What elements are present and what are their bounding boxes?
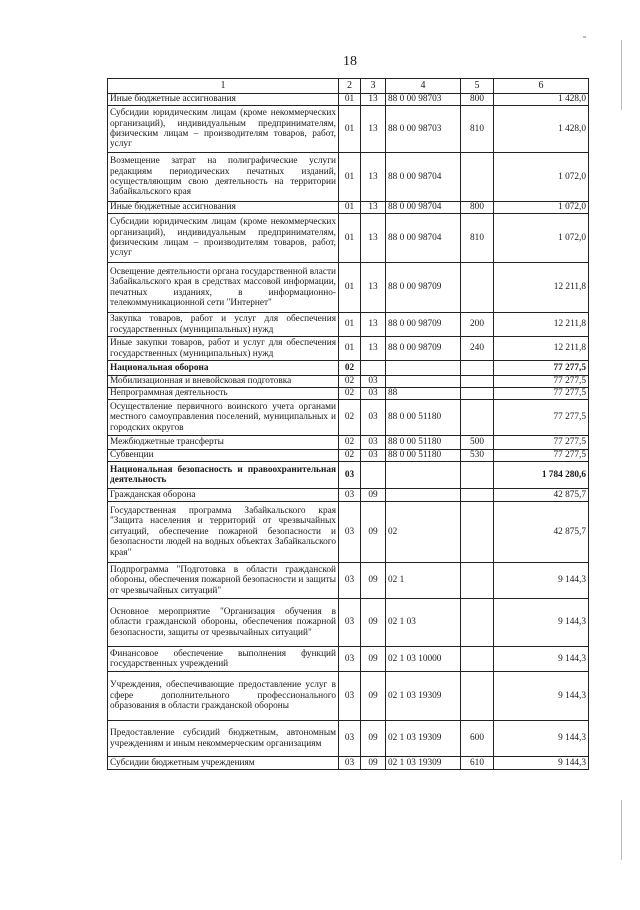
table-row — [108, 376, 589, 388]
row-target-article-code: 88 0 00 98703 — [386, 94, 461, 106]
row-description: Субсидии бюджетным учреждениям — [108, 757, 339, 770]
row-description: Национальная оборона — [108, 361, 339, 376]
table-row — [108, 721, 589, 757]
scan-artifact — [583, 36, 586, 38]
row-subsection-code: 09 — [361, 757, 386, 770]
row-section-code: 01 — [339, 153, 361, 202]
table-row — [108, 502, 589, 563]
row-section-code: 01 — [339, 214, 361, 263]
row-subsection-code: 13 — [361, 313, 386, 337]
row-section-code: 03 — [339, 599, 361, 647]
row-target-article-code: 88 0 00 51180 — [386, 400, 461, 436]
row-description: Иные бюджетные ассигнования — [108, 94, 339, 106]
column-header-1: 1 — [108, 79, 339, 94]
budget-table — [107, 78, 589, 770]
row-section-code: 03 — [339, 672, 361, 721]
table-row — [108, 214, 589, 263]
row-section-code: 03 — [339, 489, 361, 502]
row-description: Осуществление первичного воинского учета органами местного самоуправления поселений, муниципальных и городских округов — [108, 400, 339, 436]
row-target-article-code — [386, 462, 461, 489]
row-amount: 9 144,3 — [494, 599, 589, 647]
table-row — [108, 599, 589, 647]
row-expense-type-code — [461, 672, 494, 721]
row-target-article-code: 02 1 03 — [386, 599, 461, 647]
row-subsection-code: 09 — [361, 489, 386, 502]
row-section-code: 01 — [339, 263, 361, 313]
row-description: Государственная программа Забайкальского края "Защита населения и территорий от чрезвычайных ситуаций, обеспечение пожарной безопасности и безопасности людей на водных объектах Забайкальского края" — [108, 502, 339, 563]
row-expense-type-code — [461, 462, 494, 489]
table-row — [108, 647, 589, 672]
row-expense-type-code — [461, 376, 494, 388]
table-header-row — [108, 79, 589, 94]
row-description: Иные бюджетные ассигнования — [108, 202, 339, 214]
row-amount: 1 072,0 — [494, 202, 589, 214]
table-row — [108, 153, 589, 202]
row-section-code: 01 — [339, 94, 361, 106]
row-description: Подпрограмма "Подготовка в области гражданской обороны, обеспечения пожарной безопасности и защиты от чрезвычайных ситуаций" — [108, 563, 339, 599]
row-amount: 77 277,5 — [494, 436, 589, 450]
column-header-4: 4 — [386, 79, 461, 94]
row-section-code: 03 — [339, 462, 361, 489]
row-section-code: 01 — [339, 106, 361, 153]
row-target-article-code: 88 0 00 98704 — [386, 202, 461, 214]
row-expense-type-code: 810 — [461, 106, 494, 153]
row-section-code: 03 — [339, 757, 361, 770]
table-row — [108, 436, 589, 450]
row-expense-type-code: 800 — [461, 202, 494, 214]
row-expense-type-code: 800 — [461, 94, 494, 106]
row-subsection-code: 09 — [361, 563, 386, 599]
row-section-code: 02 — [339, 400, 361, 436]
row-expense-type-code — [461, 361, 494, 376]
row-target-article-code: 88 0 00 98709 — [386, 263, 461, 313]
row-description: Финансовое обеспечение выполнения функций государственных учреждений — [108, 647, 339, 672]
row-subsection-code: 03 — [361, 400, 386, 436]
table-row — [108, 106, 589, 153]
table-row — [108, 672, 589, 721]
row-subsection-code: 13 — [361, 337, 386, 361]
row-expense-type-code: 530 — [461, 450, 494, 462]
row-subsection-code: 09 — [361, 672, 386, 721]
table-row — [108, 462, 589, 489]
table-row — [108, 263, 589, 313]
row-section-code: 01 — [339, 202, 361, 214]
row-expense-type-code — [461, 599, 494, 647]
row-target-article-code: 88 0 00 98704 — [386, 153, 461, 202]
table-row — [108, 388, 589, 400]
row-target-article-code: 88 0 00 98704 — [386, 214, 461, 263]
row-section-code: 03 — [339, 721, 361, 757]
row-section-code: 03 — [339, 563, 361, 599]
row-target-article-code — [386, 376, 461, 388]
row-description: Межбюджетные трансферты — [108, 436, 339, 450]
row-expense-type-code — [461, 388, 494, 400]
row-target-article-code: 02 1 03 19309 — [386, 721, 461, 757]
row-subsection-code: 13 — [361, 202, 386, 214]
row-section-code: 01 — [339, 337, 361, 361]
row-amount: 77 277,5 — [494, 376, 589, 388]
row-section-code: 02 — [339, 376, 361, 388]
row-expense-type-code — [461, 647, 494, 672]
table-row — [108, 313, 589, 337]
column-header-3: 3 — [361, 79, 386, 94]
row-subsection-code: 03 — [361, 436, 386, 450]
column-header-6: 6 — [494, 79, 589, 94]
row-expense-type-code: 500 — [461, 436, 494, 450]
row-amount: 12 211,8 — [494, 313, 589, 337]
row-subsection-code: 03 — [361, 388, 386, 400]
row-amount: 1 072,0 — [494, 153, 589, 202]
row-amount: 77 277,5 — [494, 450, 589, 462]
row-expense-type-code: 200 — [461, 313, 494, 337]
row-subsection-code: 13 — [361, 153, 386, 202]
row-expense-type-code — [461, 502, 494, 563]
row-expense-type-code — [461, 153, 494, 202]
row-section-code: 02 — [339, 436, 361, 450]
row-target-article-code: 02 1 03 19309 — [386, 672, 461, 721]
row-expense-type-code: 810 — [461, 214, 494, 263]
row-amount: 77 277,5 — [494, 361, 589, 376]
row-section-code: 02 — [339, 450, 361, 462]
row-subsection-code: 09 — [361, 502, 386, 563]
row-amount: 1 428,0 — [494, 106, 589, 153]
column-header-5: 5 — [461, 79, 494, 94]
table-row — [108, 400, 589, 436]
row-amount: 9 144,3 — [494, 563, 589, 599]
row-target-article-code — [386, 489, 461, 502]
row-description: Освещение деятельности органа государственной власти Забайкальского края в средствах массовой информации, печатных изданиях, в информационно-телекоммуникационной сети "Интернет" — [108, 263, 339, 313]
row-subsection-code: 09 — [361, 647, 386, 672]
row-subsection-code — [361, 361, 386, 376]
row-description: Непрограммная деятельность — [108, 388, 339, 400]
row-description: Учреждения, обеспечивающие предоставление услуг в сфере дополнительного профессионального образования в области гражданской обороны — [108, 672, 339, 721]
row-subsection-code: 03 — [361, 376, 386, 388]
row-target-article-code: 88 0 00 98709 — [386, 313, 461, 337]
row-subsection-code: 09 — [361, 721, 386, 757]
row-description: Предоставление субсидий бюджетным, автономным учреждениям и иным некоммерческим организациям — [108, 721, 339, 757]
row-description: Гражданская оборона — [108, 489, 339, 502]
row-target-article-code: 02 1 — [386, 563, 461, 599]
row-amount: 9 144,3 — [494, 647, 589, 672]
row-subsection-code: 13 — [361, 94, 386, 106]
table-row — [108, 450, 589, 462]
row-section-code: 03 — [339, 647, 361, 672]
row-amount: 9 144,3 — [494, 672, 589, 721]
table-row — [108, 202, 589, 214]
column-header-2: 2 — [339, 79, 361, 94]
table-row — [108, 757, 589, 770]
row-subsection-code: 13 — [361, 214, 386, 263]
row-target-article-code — [386, 361, 461, 376]
row-amount: 9 144,3 — [494, 757, 589, 770]
page-number: 18 — [343, 54, 357, 69]
scan-artifact — [621, 800, 622, 860]
row-description: Закупка товаров, работ и услуг для обеспечения государственных (муниципальных) нужд — [108, 313, 339, 337]
row-target-article-code: 88 — [386, 388, 461, 400]
table-row — [108, 563, 589, 599]
row-description: Иные закупки товаров, работ и услуг для обеспечения государственных (муниципальных) нужд — [108, 337, 339, 361]
row-subsection-code — [361, 462, 386, 489]
row-expense-type-code — [461, 563, 494, 599]
row-expense-type-code: 600 — [461, 721, 494, 757]
table-row — [108, 337, 589, 361]
row-subsection-code: 13 — [361, 106, 386, 153]
row-expense-type-code: 610 — [461, 757, 494, 770]
row-description: Национальная безопасность и правоохранительная деятельность — [108, 462, 339, 489]
row-target-article-code: 88 0 00 51180 — [386, 436, 461, 450]
row-target-article-code: 02 1 03 19309 — [386, 757, 461, 770]
row-subsection-code: 13 — [361, 263, 386, 313]
row-expense-type-code: 240 — [461, 337, 494, 361]
row-section-code: 02 — [339, 388, 361, 400]
row-description: Субвенции — [108, 450, 339, 462]
row-amount: 1 428,0 — [494, 94, 589, 106]
row-description: Основное мероприятие "Организация обучения в области гражданской обороны, обеспечения пожарной безопасности, защиты от чрезвычайных ситуаций" — [108, 599, 339, 647]
table-row — [108, 94, 589, 106]
row-target-article-code: 02 — [386, 502, 461, 563]
row-expense-type-code — [461, 489, 494, 502]
row-amount: 42 875,7 — [494, 502, 589, 563]
table-row — [108, 361, 589, 376]
row-expense-type-code — [461, 400, 494, 436]
row-description: Субсидии юридическим лицам (кроме некоммерческих организаций), индивидуальным предпринимателям, физическим лицам – производителям товаров, работ, услуг — [108, 106, 339, 153]
row-amount: 1 784 280,6 — [494, 462, 589, 489]
row-subsection-code: 09 — [361, 599, 386, 647]
row-amount: 12 211,8 — [494, 337, 589, 361]
row-target-article-code: 88 0 00 51180 — [386, 450, 461, 462]
scan-artifact — [621, 40, 622, 110]
row-amount: 77 277,5 — [494, 388, 589, 400]
table-row — [108, 489, 589, 502]
row-amount: 12 211,8 — [494, 263, 589, 313]
row-description: Мобилизационная и вневойсковая подготовка — [108, 376, 339, 388]
row-description: Возмещение затрат на полиграфические услуги редакциям периодических печатных изданий, осуществляющим свою деятельность на территории Забайкальского края — [108, 153, 339, 202]
row-section-code: 03 — [339, 502, 361, 563]
row-target-article-code: 88 0 00 98709 — [386, 337, 461, 361]
row-section-code: 01 — [339, 313, 361, 337]
row-expense-type-code — [461, 263, 494, 313]
row-description: Субсидии юридическим лицам (кроме некоммерческих организаций), индивидуальным предпринимателям, физическим лицам – производителям товаров, работ, услуг — [108, 214, 339, 263]
row-subsection-code: 03 — [361, 450, 386, 462]
row-target-article-code: 88 0 00 98703 — [386, 106, 461, 153]
row-amount: 9 144,3 — [494, 721, 589, 757]
row-amount: 1 072,0 — [494, 214, 589, 263]
row-target-article-code: 02 1 03 10000 — [386, 647, 461, 672]
row-amount: 77 277,5 — [494, 400, 589, 436]
row-section-code: 02 — [339, 361, 361, 376]
row-amount: 42 875,7 — [494, 489, 589, 502]
